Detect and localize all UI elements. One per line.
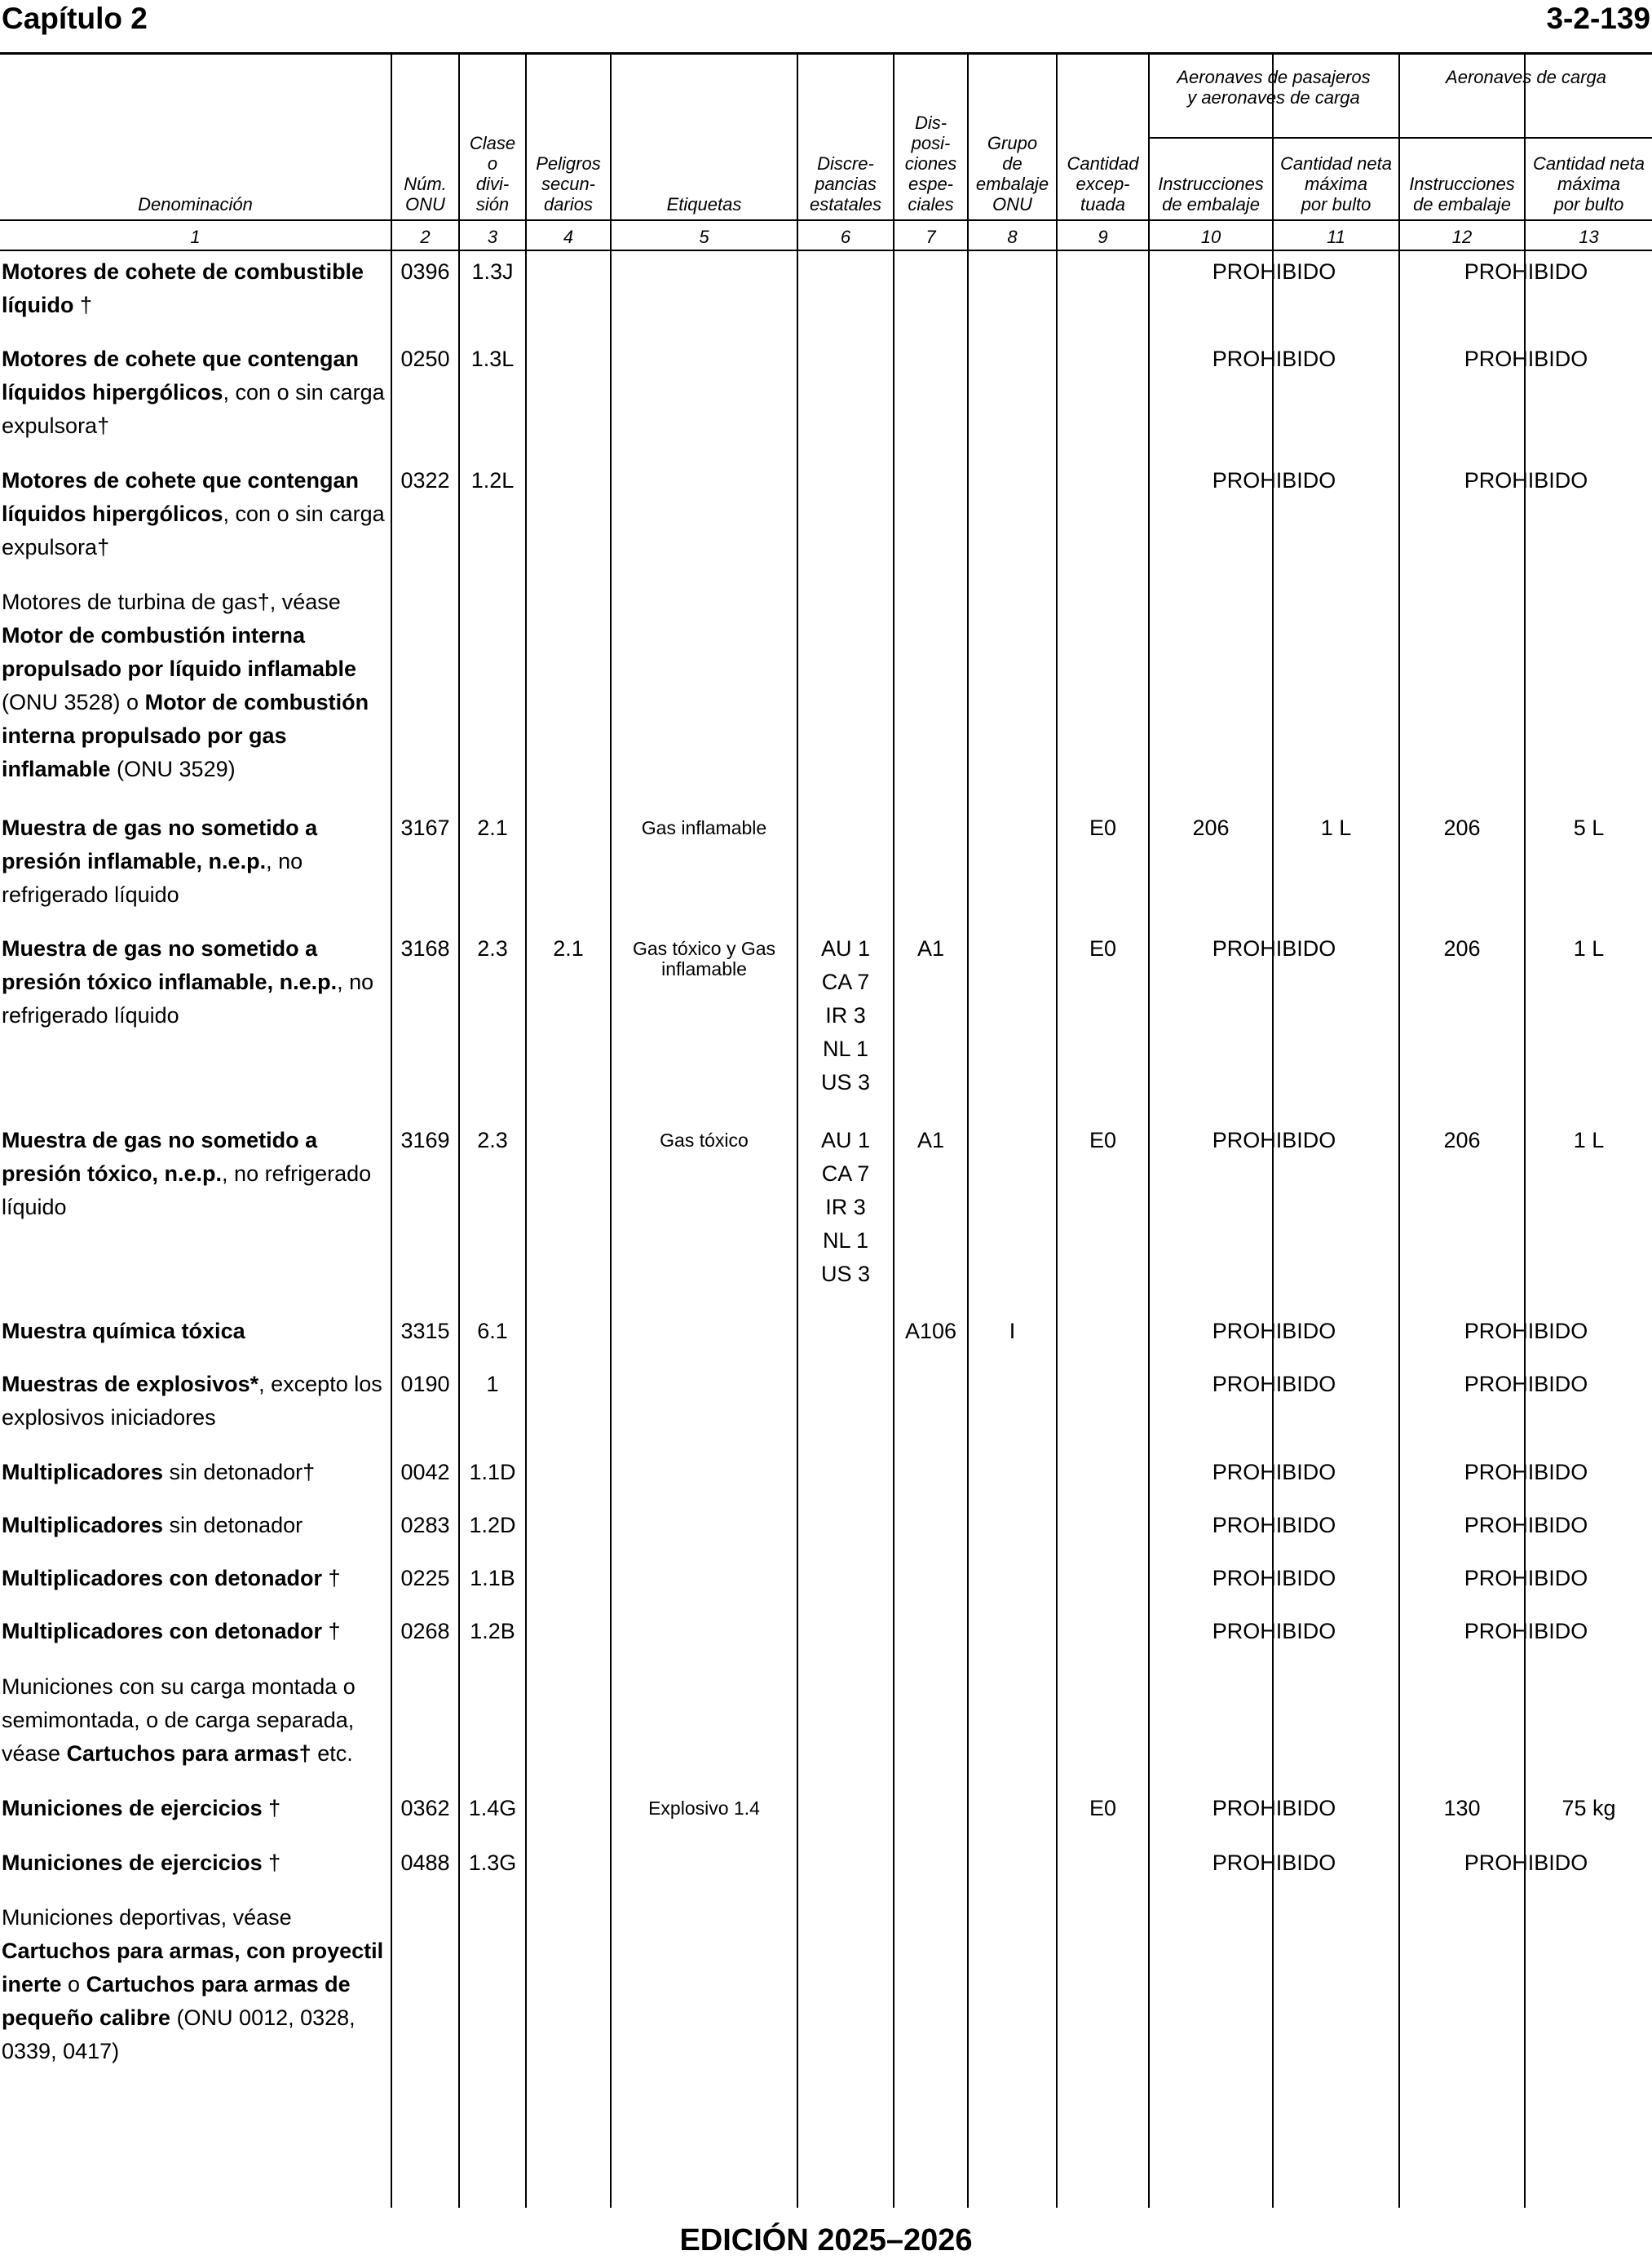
cao-prohibited-text: PROHIBIDO xyxy=(1464,1619,1588,1643)
name-fragment: † xyxy=(73,293,93,317)
proper-shipping-name xyxy=(2,1368,385,1435)
proper-shipping-name xyxy=(2,1456,385,1489)
name-fragment: (ONU 3528) o xyxy=(2,690,145,714)
name-fragment: Municiones de ejercicios xyxy=(2,1851,263,1875)
state-variations: AU 1 CA 7 IR 3 NL 1 US 3 xyxy=(820,936,871,1094)
hazard-label: Gas tóxico y Gas inflamable xyxy=(632,938,776,979)
group-header-rule xyxy=(1148,137,1652,139)
header-cargo-aircraft: Aeronaves de carga xyxy=(1446,67,1606,87)
proper-shipping-name xyxy=(2,811,385,912)
class-division: 1.1D xyxy=(469,1460,516,1484)
proper-shipping-name xyxy=(2,464,385,564)
excepted-quantity: E0 xyxy=(1089,1128,1117,1152)
cao-prohibited-text: PROHIBIDO xyxy=(1464,1460,1588,1484)
cao-prohibited-text: PROHIBIDO xyxy=(1464,347,1588,371)
hazard-label: Gas tóxico xyxy=(660,1130,749,1151)
cao-packing-instruction: 206 xyxy=(1443,936,1481,961)
column-number-rule xyxy=(0,250,1652,251)
column-divider xyxy=(967,55,969,2208)
proper-shipping-name xyxy=(2,1562,385,1595)
un-number: 3315 xyxy=(400,1319,450,1343)
col-header-8: Grupo de embalaje ONU xyxy=(975,133,1049,214)
column-divider xyxy=(525,55,527,2208)
pax-max-net-quantity: 1 L xyxy=(1320,816,1352,840)
col-number: 6 xyxy=(840,227,851,247)
proper-shipping-name xyxy=(2,1315,385,1348)
cao-prohibited-text: PROHIBIDO xyxy=(1464,259,1588,284)
un-number: 0225 xyxy=(400,1566,450,1590)
col-number: 8 xyxy=(1007,227,1018,247)
proper-shipping-name xyxy=(2,1846,385,1880)
class-division: 6.1 xyxy=(477,1319,508,1343)
un-number: 0322 xyxy=(400,468,450,493)
name-fragment: Multiplicadores xyxy=(2,1513,164,1537)
name-fragment: Multiplicadores con detonador xyxy=(2,1619,323,1643)
proper-shipping-name xyxy=(2,1670,385,1771)
col-header-4: Peligros secun- darios xyxy=(536,153,601,214)
pax-prohibited-text: PROHIBIDO xyxy=(1212,347,1336,371)
subsidiary-hazard: 2.1 xyxy=(553,936,584,961)
col-number: 5 xyxy=(699,227,709,247)
name-fragment: (ONU 0012, 0328, 0339, 0417) xyxy=(2,2005,356,2063)
name-fragment: , con o sin carga expulsora† xyxy=(2,502,385,559)
col-header-7: Dis- posi- ciones espe- ciales xyxy=(904,113,957,214)
special-provisions: A106 xyxy=(904,1319,957,1343)
excepted-quantity: E0 xyxy=(1089,1796,1117,1820)
un-number: 0042 xyxy=(400,1460,450,1484)
col-header-1: Denominación xyxy=(138,194,253,214)
cao-max-net-quantity: 75 kg xyxy=(1561,1796,1616,1820)
pax-prohibited-text: PROHIBIDO xyxy=(1212,1566,1336,1590)
col-header-11: Cantidad neta máxima por bulto xyxy=(1280,153,1392,214)
name-fragment: Muestra de gas no sometido a presión tóxico, n.e.p. xyxy=(2,1128,318,1186)
edition-footer: EDICIÓN 2025–2026 xyxy=(679,2223,973,2257)
name-fragment: Motores de cohete de combustible líquido xyxy=(2,259,364,317)
cao-prohibited-text: PROHIBIDO xyxy=(1464,468,1588,493)
name-fragment: Motores de turbina de gas†, véase xyxy=(2,590,341,614)
name-fragment: Muestra de gas no sometido a presión tóxico inflamable, n.e.p. xyxy=(2,936,338,994)
proper-shipping-name xyxy=(2,1124,385,1224)
name-fragment: Muestras de explosivos* xyxy=(2,1372,259,1396)
class-division: 1.2L xyxy=(470,468,515,493)
special-provisions: A1 xyxy=(917,936,945,961)
class-division: 2.3 xyxy=(477,936,508,961)
un-number: 3169 xyxy=(400,1128,450,1152)
un-number: 0362 xyxy=(400,1796,450,1820)
name-fragment: sin detonador† xyxy=(163,1460,316,1484)
col-header-13: Cantidad neta máxima por bulto xyxy=(1533,153,1645,214)
chapter-title: Capítulo 2 xyxy=(2,2,148,35)
col-number: 12 xyxy=(1451,227,1473,247)
cao-prohibited-text: PROHIBIDO xyxy=(1464,1566,1588,1590)
name-fragment: , no refrigerado líquido xyxy=(2,1161,372,1219)
col-header-5: Etiquetas xyxy=(666,194,742,214)
packing-group: I xyxy=(1009,1319,1016,1343)
name-fragment: Muestra química tóxica xyxy=(2,1319,245,1343)
pax-prohibited-text: PROHIBIDO xyxy=(1212,1460,1336,1484)
proper-shipping-name xyxy=(2,1615,385,1648)
proper-shipping-name xyxy=(2,586,385,786)
col-number: 13 xyxy=(1579,227,1599,247)
col-number: 10 xyxy=(1200,227,1221,247)
name-fragment: Motores de cohete que contengan líquidos hipergólicos xyxy=(2,347,360,405)
proper-shipping-name xyxy=(2,932,385,1033)
cao-prohibited-text: PROHIBIDO xyxy=(1464,1513,1588,1537)
name-fragment: Municiones con su carga montada o semimontada, o de carga separada, véase xyxy=(2,1674,356,1766)
cao-prohibited-text: PROHIBIDO xyxy=(1464,1319,1588,1343)
col-number: 4 xyxy=(563,227,574,247)
col-header-3: Clase o divi- sión xyxy=(469,133,516,214)
proper-shipping-name xyxy=(2,1901,385,2068)
header-passenger-aircraft: Aeronaves de pasajeros y aeronaves de carga xyxy=(1177,67,1371,108)
class-division: 1.2D xyxy=(469,1513,516,1537)
un-number: 0396 xyxy=(400,259,450,284)
un-number: 0268 xyxy=(400,1619,450,1643)
col-header-9: Cantidad excep- tuada xyxy=(1067,153,1139,214)
pax-packing-instruction: 206 xyxy=(1192,816,1230,840)
pax-prohibited-text: PROHIBIDO xyxy=(1212,936,1336,961)
proper-shipping-name xyxy=(2,1509,385,1542)
name-fragment: † xyxy=(322,1566,341,1590)
name-fragment: , no refrigerado líquido xyxy=(2,970,374,1028)
cao-packing-instruction: 206 xyxy=(1443,816,1481,840)
un-number: 0250 xyxy=(400,347,450,371)
class-division: 2.1 xyxy=(477,816,508,840)
col-number: 3 xyxy=(487,227,498,247)
proper-shipping-name xyxy=(2,343,385,443)
excepted-quantity: E0 xyxy=(1089,816,1117,840)
name-fragment: etc. xyxy=(311,1741,353,1766)
pax-prohibited-text: PROHIBIDO xyxy=(1212,1513,1336,1537)
name-fragment: † xyxy=(322,1619,341,1643)
cao-max-net-quantity: 1 L xyxy=(1573,936,1605,961)
header-rule xyxy=(0,219,1652,221)
excepted-quantity: E0 xyxy=(1089,936,1117,961)
name-fragment: † xyxy=(262,1796,281,1820)
class-division: 1.3L xyxy=(470,347,515,371)
class-division: 1.3G xyxy=(468,1851,517,1875)
un-number: 0283 xyxy=(400,1513,450,1537)
cao-prohibited-text: PROHIBIDO xyxy=(1464,1372,1588,1396)
pax-prohibited-text: PROHIBIDO xyxy=(1212,1128,1336,1152)
col-number: 2 xyxy=(420,227,431,247)
pax-prohibited-text: PROHIBIDO xyxy=(1212,1851,1336,1875)
name-fragment: Cartuchos para armas, con proyectil inerte xyxy=(2,1939,384,1996)
page-number: 3-2-139 xyxy=(1546,2,1650,35)
name-fragment: Municiones de ejercicios xyxy=(2,1796,263,1820)
class-division: 1.2B xyxy=(470,1619,515,1643)
class-division: 1.4G xyxy=(468,1796,517,1820)
un-number: 0488 xyxy=(400,1851,450,1875)
hazard-label: Gas inflamable xyxy=(641,817,767,838)
name-fragment: sin detonador xyxy=(163,1513,303,1537)
pax-prohibited-text: PROHIBIDO xyxy=(1212,1319,1336,1343)
name-fragment: Motor de combustión interna propulsado por líquido inflamable xyxy=(2,623,357,681)
col-number: 1 xyxy=(190,227,201,247)
name-fragment: Muestra de gas no sometido a presión inflamable, n.e.p. xyxy=(2,816,318,873)
name-fragment: † xyxy=(262,1851,281,1875)
class-division: 1 xyxy=(486,1372,499,1396)
name-fragment: o xyxy=(61,1972,86,1996)
pax-prohibited-text: PROHIBIDO xyxy=(1212,468,1336,493)
proper-shipping-name xyxy=(2,255,385,322)
name-fragment: Multiplicadores con detonador xyxy=(2,1566,323,1590)
name-fragment: Multiplicadores xyxy=(2,1460,164,1484)
un-number: 3167 xyxy=(400,816,450,840)
hazard-label: Explosivo 1.4 xyxy=(648,1797,760,1819)
special-provisions: A1 xyxy=(917,1128,945,1152)
proper-shipping-name xyxy=(2,1792,385,1825)
cao-packing-instruction: 206 xyxy=(1443,1128,1481,1152)
class-division: 2.3 xyxy=(477,1128,508,1152)
name-fragment: Motores de cohete que contengan líquidos hipergólicos xyxy=(2,468,360,526)
col-number: 7 xyxy=(925,227,936,247)
name-fragment: Municiones deportivas, véase xyxy=(2,1905,292,1930)
pax-prohibited-text: PROHIBIDO xyxy=(1212,1796,1336,1820)
pax-prohibited-text: PROHIBIDO xyxy=(1212,1372,1336,1396)
col-number: 11 xyxy=(1327,227,1345,247)
col-header-6: Discre- pancias estatales xyxy=(809,153,882,214)
class-division: 1.3J xyxy=(471,259,514,284)
state-variations: AU 1 CA 7 IR 3 NL 1 US 3 xyxy=(820,1128,871,1286)
name-fragment: , con o sin carga expulsora† xyxy=(2,380,385,438)
name-fragment: , excepto los explosivos iniciadores xyxy=(2,1372,382,1430)
cao-prohibited-text: PROHIBIDO xyxy=(1464,1851,1588,1875)
name-fragment: Motor de combustión interna propulsado por gas inflamable xyxy=(2,690,369,781)
name-fragment: , no refrigerado líquido xyxy=(2,849,303,907)
pax-prohibited-text: PROHIBIDO xyxy=(1212,259,1336,284)
col-header-2: Núm. ONU xyxy=(404,174,447,214)
top-rule xyxy=(0,52,1652,55)
un-number: 0190 xyxy=(400,1372,450,1396)
name-fragment: (ONU 3529) xyxy=(110,757,236,781)
cao-max-net-quantity: 1 L xyxy=(1573,1128,1605,1152)
name-fragment: Cartuchos para armas de pequeño calibre xyxy=(2,1972,351,2030)
col-number: 9 xyxy=(1098,227,1108,247)
un-number: 3168 xyxy=(400,936,450,961)
cao-packing-instruction: 130 xyxy=(1443,1796,1481,1820)
name-fragment: Cartuchos para armas† xyxy=(66,1741,311,1766)
pax-prohibited-text: PROHIBIDO xyxy=(1212,1619,1336,1643)
class-division: 1.1B xyxy=(470,1566,515,1590)
col-header-12: Instrucciones de embalaje xyxy=(1409,174,1515,214)
cao-max-net-quantity: 5 L xyxy=(1573,816,1605,840)
col-header-10: Instrucciones de embalaje xyxy=(1158,174,1264,214)
